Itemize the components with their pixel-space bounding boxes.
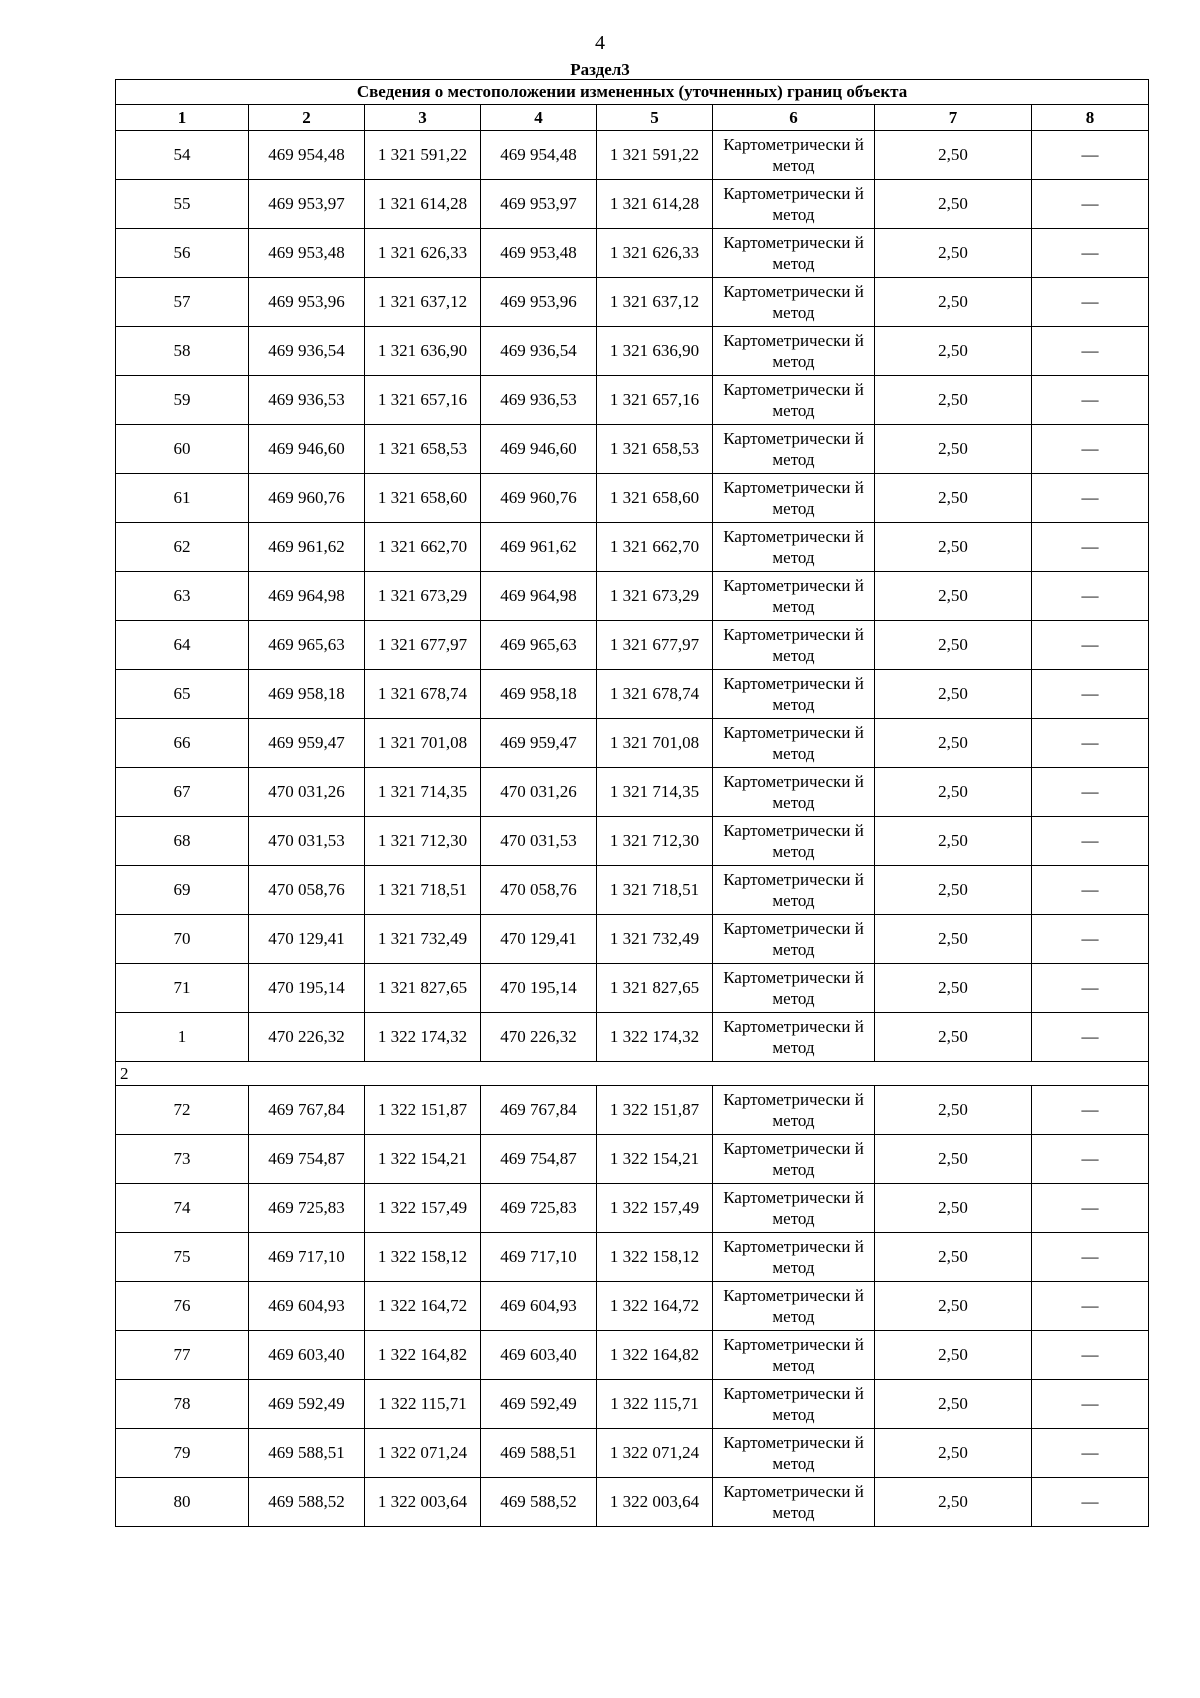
method-cell: Картометрически й метод: [713, 1086, 875, 1135]
y-old-cell: 1 321 658,60: [365, 474, 481, 523]
x-old-cell: 469 960,76: [249, 474, 365, 523]
accuracy-cell: 2,50: [875, 327, 1032, 376]
x-new-cell: 469 946,60: [481, 425, 597, 474]
x-old-cell: 469 717,10: [249, 1233, 365, 1282]
y-old-cell: 1 321 677,97: [365, 621, 481, 670]
y-new-cell: 1 321 677,97: [597, 621, 713, 670]
method-cell: Картометрически й метод: [713, 180, 875, 229]
table-row: [116, 425, 1149, 474]
method-cell: Картометрически й метод: [713, 1233, 875, 1282]
point-number-cell: 74: [116, 1184, 249, 1233]
y-new-cell: 1 322 115,71: [597, 1380, 713, 1429]
accuracy-cell: 2,50: [875, 229, 1032, 278]
x-old-cell: 469 754,87: [249, 1135, 365, 1184]
table-row: [116, 866, 1149, 915]
y-old-cell: 1 322 154,21: [365, 1135, 481, 1184]
table-row: [116, 964, 1149, 1013]
y-old-cell: 1 321 636,90: [365, 327, 481, 376]
page-number: 4: [595, 32, 605, 54]
table-row: [116, 1429, 1149, 1478]
column-number: 3: [365, 105, 481, 131]
table-caption-row: [116, 80, 1149, 105]
method-cell: Картометрически й метод: [713, 1380, 875, 1429]
method-cell: Картометрически й метод: [713, 523, 875, 572]
x-old-cell: 470 058,76: [249, 866, 365, 915]
method-cell: Картометрически й метод: [713, 1478, 875, 1527]
description-cell: —: [1032, 229, 1149, 278]
y-old-cell: 1 321 714,35: [365, 768, 481, 817]
x-new-cell: 469 954,48: [481, 131, 597, 180]
column-number: 2: [249, 105, 365, 131]
table-row: [116, 278, 1149, 327]
x-old-cell: 469 936,54: [249, 327, 365, 376]
description-cell: —: [1032, 1086, 1149, 1135]
table-row: [116, 1331, 1149, 1380]
table-row: [116, 523, 1149, 572]
y-new-cell: 1 322 174,32: [597, 1013, 713, 1062]
method-cell: Картометрически й метод: [713, 1331, 875, 1380]
description-cell: —: [1032, 1478, 1149, 1527]
description-cell: —: [1032, 425, 1149, 474]
point-number-cell: 1: [116, 1013, 249, 1062]
y-new-cell: 1 321 718,51: [597, 866, 713, 915]
x-new-cell: 469 953,48: [481, 229, 597, 278]
table-row: [116, 768, 1149, 817]
y-old-cell: 1 321 657,16: [365, 376, 481, 425]
y-new-cell: 1 322 164,72: [597, 1282, 713, 1331]
x-old-cell: 469 953,96: [249, 278, 365, 327]
accuracy-cell: 2,50: [875, 1013, 1032, 1062]
point-number-cell: 59: [116, 376, 249, 425]
description-cell: —: [1032, 278, 1149, 327]
x-new-cell: 470 031,26: [481, 768, 597, 817]
description-cell: —: [1032, 964, 1149, 1013]
x-new-cell: 470 129,41: [481, 915, 597, 964]
y-old-cell: 1 321 637,12: [365, 278, 481, 327]
method-cell: Картометрически й метод: [713, 866, 875, 915]
y-old-cell: 1 322 003,64: [365, 1478, 481, 1527]
x-new-cell: 469 958,18: [481, 670, 597, 719]
accuracy-cell: 2,50: [875, 376, 1032, 425]
x-old-cell: 469 965,63: [249, 621, 365, 670]
x-old-cell: 469 946,60: [249, 425, 365, 474]
y-new-cell: 1 321 614,28: [597, 180, 713, 229]
x-old-cell: 470 129,41: [249, 915, 365, 964]
method-cell: Картометрически й метод: [713, 817, 875, 866]
description-cell: —: [1032, 621, 1149, 670]
method-cell: Картометрически й метод: [713, 376, 875, 425]
accuracy-cell: 2,50: [875, 1282, 1032, 1331]
y-old-cell: 1 321 827,65: [365, 964, 481, 1013]
point-number-cell: 58: [116, 327, 249, 376]
accuracy-cell: 2,50: [875, 915, 1032, 964]
x-old-cell: 469 953,97: [249, 180, 365, 229]
table-row: [116, 915, 1149, 964]
point-number-cell: 54: [116, 131, 249, 180]
accuracy-cell: 2,50: [875, 572, 1032, 621]
y-new-cell: 1 322 071,24: [597, 1429, 713, 1478]
y-old-cell: 1 322 071,24: [365, 1429, 481, 1478]
x-old-cell: 469 588,52: [249, 1478, 365, 1527]
point-number-cell: 62: [116, 523, 249, 572]
x-new-cell: 469 725,83: [481, 1184, 597, 1233]
y-new-cell: 1 321 626,33: [597, 229, 713, 278]
y-new-cell: 1 322 154,21: [597, 1135, 713, 1184]
table-row: [116, 1380, 1149, 1429]
accuracy-cell: 2,50: [875, 1086, 1032, 1135]
point-number-cell: 73: [116, 1135, 249, 1184]
column-number: 8: [1032, 105, 1149, 131]
x-new-cell: 469 588,51: [481, 1429, 597, 1478]
method-cell: Картометрически й метод: [713, 719, 875, 768]
accuracy-cell: 2,50: [875, 621, 1032, 670]
table-row: [116, 621, 1149, 670]
point-number-cell: 70: [116, 915, 249, 964]
x-new-cell: 469 953,96: [481, 278, 597, 327]
description-cell: —: [1032, 1184, 1149, 1233]
description-cell: —: [1032, 670, 1149, 719]
method-cell: Картометрически й метод: [713, 131, 875, 180]
description-cell: —: [1032, 1429, 1149, 1478]
method-cell: Картометрически й метод: [713, 1184, 875, 1233]
table-row: [116, 572, 1149, 621]
y-old-cell: 1 321 718,51: [365, 866, 481, 915]
x-old-cell: 470 226,32: [249, 1013, 365, 1062]
method-cell: Картометрически й метод: [713, 768, 875, 817]
x-new-cell: 469 604,93: [481, 1282, 597, 1331]
accuracy-cell: 2,50: [875, 719, 1032, 768]
method-cell: Картометрически й метод: [713, 1135, 875, 1184]
description-cell: —: [1032, 376, 1149, 425]
point-number-cell: 66: [116, 719, 249, 768]
table-row: [116, 1233, 1149, 1282]
y-new-cell: 1 321 662,70: [597, 523, 713, 572]
method-cell: Картометрически й метод: [713, 621, 875, 670]
y-new-cell: 1 321 658,60: [597, 474, 713, 523]
y-new-cell: 1 321 658,53: [597, 425, 713, 474]
method-cell: Картометрически й метод: [713, 425, 875, 474]
column-number: 1: [116, 105, 249, 131]
x-old-cell: 469 959,47: [249, 719, 365, 768]
accuracy-cell: 2,50: [875, 1233, 1032, 1282]
point-number-cell: 68: [116, 817, 249, 866]
method-cell: Картометрически й метод: [713, 1013, 875, 1062]
x-new-cell: 469 592,49: [481, 1380, 597, 1429]
accuracy-cell: 2,50: [875, 131, 1032, 180]
accuracy-cell: 2,50: [875, 1331, 1032, 1380]
y-old-cell: 1 321 591,22: [365, 131, 481, 180]
y-new-cell: 1 321 673,29: [597, 572, 713, 621]
y-old-cell: 1 321 658,53: [365, 425, 481, 474]
accuracy-cell: 2,50: [875, 474, 1032, 523]
table-row: [116, 376, 1149, 425]
y-new-cell: 1 321 678,74: [597, 670, 713, 719]
accuracy-cell: 2,50: [875, 768, 1032, 817]
description-cell: —: [1032, 1233, 1149, 1282]
x-new-cell: 470 195,14: [481, 964, 597, 1013]
point-number-cell: 76: [116, 1282, 249, 1331]
y-old-cell: 1 321 701,08: [365, 719, 481, 768]
x-new-cell: 470 226,32: [481, 1013, 597, 1062]
y-new-cell: 1 322 151,87: [597, 1086, 713, 1135]
y-old-cell: 1 321 673,29: [365, 572, 481, 621]
point-number-cell: 63: [116, 572, 249, 621]
table-row: [116, 131, 1149, 180]
column-number: 4: [481, 105, 597, 131]
point-number-cell: 78: [116, 1380, 249, 1429]
point-number-cell: 80: [116, 1478, 249, 1527]
table-row: [116, 1478, 1149, 1527]
point-number-cell: 77: [116, 1331, 249, 1380]
contour-group-row: [116, 1062, 1149, 1086]
point-number-cell: 60: [116, 425, 249, 474]
accuracy-cell: 2,50: [875, 1135, 1032, 1184]
x-old-cell: 469 958,18: [249, 670, 365, 719]
accuracy-cell: 2,50: [875, 964, 1032, 1013]
x-old-cell: 469 588,51: [249, 1429, 365, 1478]
x-new-cell: 469 959,47: [481, 719, 597, 768]
accuracy-cell: 2,50: [875, 1429, 1032, 1478]
method-cell: Картометрически й метод: [713, 327, 875, 376]
point-number-cell: 61: [116, 474, 249, 523]
x-new-cell: 469 965,63: [481, 621, 597, 670]
y-old-cell: 1 322 151,87: [365, 1086, 481, 1135]
accuracy-cell: 2,50: [875, 1184, 1032, 1233]
description-cell: —: [1032, 180, 1149, 229]
y-new-cell: 1 322 003,64: [597, 1478, 713, 1527]
y-new-cell: 1 321 732,49: [597, 915, 713, 964]
y-old-cell: 1 322 174,32: [365, 1013, 481, 1062]
table-row: [116, 474, 1149, 523]
description-cell: —: [1032, 474, 1149, 523]
point-number-cell: 67: [116, 768, 249, 817]
boundary-coordinates-table: [115, 79, 1149, 1527]
y-new-cell: 1 321 827,65: [597, 964, 713, 1013]
table-row: [116, 817, 1149, 866]
method-cell: Картометрически й метод: [713, 474, 875, 523]
point-number-cell: 72: [116, 1086, 249, 1135]
method-cell: Картометрически й метод: [713, 1282, 875, 1331]
table-caption: Сведения о местоположении измененных (уточненных) границ объекта: [116, 80, 1149, 105]
description-cell: —: [1032, 768, 1149, 817]
x-new-cell: 469 717,10: [481, 1233, 597, 1282]
x-old-cell: 469 603,40: [249, 1331, 365, 1380]
y-new-cell: 1 321 637,12: [597, 278, 713, 327]
y-old-cell: 1 322 157,49: [365, 1184, 481, 1233]
table-row: [116, 670, 1149, 719]
table-row: [116, 327, 1149, 376]
method-cell: Картометрически й метод: [713, 915, 875, 964]
point-number-cell: 64: [116, 621, 249, 670]
description-cell: —: [1032, 817, 1149, 866]
y-old-cell: 1 322 115,71: [365, 1380, 481, 1429]
x-old-cell: 469 725,83: [249, 1184, 365, 1233]
x-new-cell: 469 754,87: [481, 1135, 597, 1184]
accuracy-cell: 2,50: [875, 670, 1032, 719]
y-old-cell: 1 321 678,74: [365, 670, 481, 719]
y-old-cell: 1 321 626,33: [365, 229, 481, 278]
y-new-cell: 1 322 158,12: [597, 1233, 713, 1282]
x-old-cell: 469 961,62: [249, 523, 365, 572]
description-cell: —: [1032, 719, 1149, 768]
description-cell: —: [1032, 572, 1149, 621]
y-old-cell: 1 321 732,49: [365, 915, 481, 964]
accuracy-cell: 2,50: [875, 523, 1032, 572]
x-old-cell: 469 964,98: [249, 572, 365, 621]
x-new-cell: 469 603,40: [481, 1331, 597, 1380]
y-old-cell: 1 322 164,82: [365, 1331, 481, 1380]
y-old-cell: 1 321 614,28: [365, 180, 481, 229]
x-old-cell: 469 953,48: [249, 229, 365, 278]
x-new-cell: 469 953,97: [481, 180, 597, 229]
y-new-cell: 1 322 157,49: [597, 1184, 713, 1233]
table-row: [116, 1135, 1149, 1184]
x-old-cell: 470 031,26: [249, 768, 365, 817]
x-old-cell: 469 604,93: [249, 1282, 365, 1331]
x-new-cell: 470 031,53: [481, 817, 597, 866]
x-new-cell: 469 936,53: [481, 376, 597, 425]
accuracy-cell: 2,50: [875, 817, 1032, 866]
x-old-cell: 470 031,53: [249, 817, 365, 866]
accuracy-cell: 2,50: [875, 866, 1032, 915]
description-cell: —: [1032, 1013, 1149, 1062]
column-number-row: [116, 105, 1149, 131]
y-old-cell: 1 322 164,72: [365, 1282, 481, 1331]
description-cell: —: [1032, 327, 1149, 376]
method-cell: Картометрически й метод: [713, 670, 875, 719]
point-number-cell: 71: [116, 964, 249, 1013]
accuracy-cell: 2,50: [875, 1478, 1032, 1527]
section-title: Раздел3: [570, 60, 630, 79]
x-old-cell: 469 592,49: [249, 1380, 365, 1429]
y-new-cell: 1 321 591,22: [597, 131, 713, 180]
table-row: [116, 180, 1149, 229]
y-new-cell: 1 321 714,35: [597, 768, 713, 817]
description-cell: —: [1032, 131, 1149, 180]
y-new-cell: 1 322 164,82: [597, 1331, 713, 1380]
x-old-cell: 469 936,53: [249, 376, 365, 425]
method-cell: Картометрически й метод: [713, 229, 875, 278]
x-new-cell: 469 936,54: [481, 327, 597, 376]
point-number-cell: 65: [116, 670, 249, 719]
point-number-cell: 75: [116, 1233, 249, 1282]
method-cell: Картометрически й метод: [713, 1429, 875, 1478]
y-old-cell: 1 322 158,12: [365, 1233, 481, 1282]
x-new-cell: 469 767,84: [481, 1086, 597, 1135]
table-row: [116, 229, 1149, 278]
column-number: 6: [713, 105, 875, 131]
y-old-cell: 1 321 662,70: [365, 523, 481, 572]
table-row: [116, 1086, 1149, 1135]
column-number: 5: [597, 105, 713, 131]
y-old-cell: 1 321 712,30: [365, 817, 481, 866]
table-row: [116, 1184, 1149, 1233]
y-new-cell: 1 321 712,30: [597, 817, 713, 866]
accuracy-cell: 2,50: [875, 180, 1032, 229]
table-row: [116, 1013, 1149, 1062]
description-cell: —: [1032, 523, 1149, 572]
description-cell: —: [1032, 1380, 1149, 1429]
point-number-cell: 56: [116, 229, 249, 278]
x-new-cell: 469 964,98: [481, 572, 597, 621]
y-new-cell: 1 321 657,16: [597, 376, 713, 425]
x-old-cell: 469 954,48: [249, 131, 365, 180]
contour-label: 2: [116, 1062, 1149, 1086]
x-new-cell: 469 961,62: [481, 523, 597, 572]
description-cell: —: [1032, 1282, 1149, 1331]
method-cell: Картометрически й метод: [713, 278, 875, 327]
description-cell: —: [1032, 915, 1149, 964]
point-number-cell: 69: [116, 866, 249, 915]
y-new-cell: 1 321 636,90: [597, 327, 713, 376]
description-cell: —: [1032, 1135, 1149, 1184]
accuracy-cell: 2,50: [875, 425, 1032, 474]
point-number-cell: 55: [116, 180, 249, 229]
description-cell: —: [1032, 1331, 1149, 1380]
method-cell: Картометрически й метод: [713, 964, 875, 1013]
x-old-cell: 469 767,84: [249, 1086, 365, 1135]
point-number-cell: 57: [116, 278, 249, 327]
accuracy-cell: 2,50: [875, 1380, 1032, 1429]
table-row: [116, 719, 1149, 768]
point-number-cell: 79: [116, 1429, 249, 1478]
x-old-cell: 470 195,14: [249, 964, 365, 1013]
x-new-cell: 469 960,76: [481, 474, 597, 523]
method-cell: Картометрически й метод: [713, 572, 875, 621]
x-new-cell: 469 588,52: [481, 1478, 597, 1527]
description-cell: —: [1032, 866, 1149, 915]
column-number: 7: [875, 105, 1032, 131]
accuracy-cell: 2,50: [875, 278, 1032, 327]
table-row: [116, 1282, 1149, 1331]
x-new-cell: 470 058,76: [481, 866, 597, 915]
y-new-cell: 1 321 701,08: [597, 719, 713, 768]
